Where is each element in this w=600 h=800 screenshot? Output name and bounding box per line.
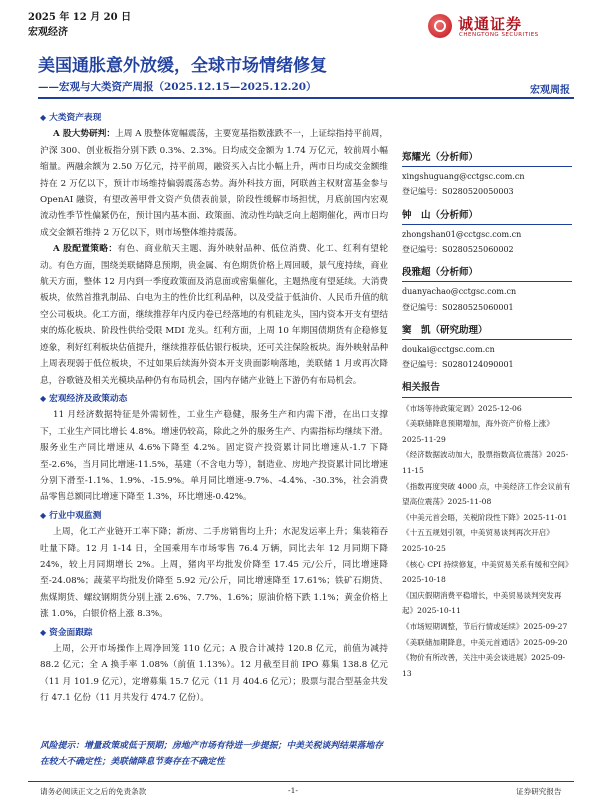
analyst-email[interactable]: xingshuguang@cctgsc.com.cn — [402, 172, 525, 182]
para-industry: 上周，化工产业链开工率下降；新房、二手房销售均上升；水泥发运率上升；集装箱吞吐量下降。12 月 1-14 日，全国乘用车市场零售 76.4 万辆，同比去年 12 月同期下降 24%，较上月同期增长 2%。上周，猪肉平均批发价降至 17.45 元/公斤，同比增速降至-24.08%；蔬菜平均批发价降至 5.92 元/公斤，同比增速降至 17.61%；铁矿石期货、焦煤期货、螺纹钢期货分别上涨 2.6%、7.7%、1.6%；原油价格下跌 1.1%；黄金价格上涨 1.0%，白银价格上涨 8.3%。 — [40, 527, 388, 620]
company-logo — [428, 10, 578, 44]
analyst-card — [402, 150, 572, 200]
related-report-link[interactable]: 《市场短期调整，节后行情或延续》2025-09-27 — [402, 621, 568, 631]
related-report-link[interactable]: 《物价有所改善，关注中美会谈进展》2025-09-13 — [402, 653, 566, 678]
diamond-bullet-icon: ◆ — [40, 112, 47, 122]
analyst-card — [402, 323, 572, 373]
related-report-link[interactable]: 《美联储降息预期增加，海外资产价格上涨》2025-11-29 — [402, 419, 554, 444]
analyst-name: 段雅超（分析师） — [402, 265, 572, 282]
footer-label: 证券研究报告 — [516, 787, 562, 796]
diamond-bullet-icon: ◆ — [40, 509, 47, 520]
analyst-card — [402, 208, 572, 258]
related-report-link[interactable]: 《经济数据波动加大，股票指数高位震荡》2025-11-15 — [402, 450, 569, 476]
related-report-link[interactable]: 《十五五规划引领，中美贸易谈判再次开启》2025-10-25 — [402, 528, 554, 553]
analyst-cert: 登记编号：S0280525060002 — [402, 245, 514, 255]
section-funds: ◆ 资金面跟踪 — [40, 626, 93, 638]
para-funds: 上周，公开市场操作上周净回笼 110 亿元；A 股合计减持 120.8 亿元，前值为减持 88.2 亿元；全 A 换手率 1.08%（前值 1.13%）。12 月截至目前 IPO 募集 138.8 亿元（11 月 101.9 亿元），定增募集 15.7 亿元（11 月 404.6 亿元）；股票与混合型基金共发行 47.1 亿份（11 月共发行 474.7 亿份）。 — [40, 644, 388, 704]
report-title: 美国通胀意外放缓，全球市场情绪修复 — [38, 56, 327, 76]
analyst-cert: 登记编号：S0280124090001 — [402, 360, 514, 370]
analyst-cert: 登记编号：S0280520050003 — [402, 187, 514, 197]
analyst-card — [402, 265, 572, 315]
logo-name-en: CHENGTONG SECURITIES — [459, 32, 539, 38]
report-type: 宏观周报 — [530, 85, 570, 96]
para-a-share: A 股大势研判：上周 A 股整体宽幅震荡，主要宽基指数涨跌不一，上证综指持平前周，沪深 300、创业板指分别下跌 0.3%、2.3%。日均成交金额为 1.74 万亿元，较前周小幅缩量。两融余额为 2.50 万亿元，持平前周，融资买入占比小幅上升，两市日均成交金额维持在 2 万亿以下，预计市场维持偏弱震荡态势。海外科技方面，阿联酋主权财富基金参与 OpenAI 融资，有望改善甲骨文资产负债表前景，阶段性缓解市场担忧，月底前国内宏观流动性季节性偏紧仍在，预计国内基本面、政策面、流动性均缺乏向上超期催化，两市日均成交金额若维持 2 万亿以下，则市场整体维持震荡。 — [40, 129, 389, 238]
section-industry: ◆ 行业中观监测 — [40, 509, 102, 521]
related-report-link[interactable]: 《国庆假期消费平稳增长，中美贸易谈判突发再起》2025-10-11 — [402, 590, 562, 616]
analyst-name: 郑耀光（分析师） — [402, 150, 572, 167]
para-sector: A 股配置策略：有色、商业航天主题、海外映射品种、低位消费、化工、红利有望轮动。有色方面，围绕美联储降息预期，贵金属、有色期货价格上周回暖，景气度持续，商业航天方面，整体 12 月内到一季度政策面及消息面或密集催化，主题热度有望延续。大消费板块，依然首推乳制品、白电为主的性价比红利品种，以及受益于低油价、人民币升值的航空公司板块。化工方面，继续推荐年内反内卷已经落地的有机硅龙头，国内资本开支有望结束的炼化板块、阶段性供给受限 MDI 龙头。红利方面，上周 10 年期国债期货有企稳修复迹象，利好红利板块估值提升，继续推荐低估银行板块，还可关注保险板块。海外映射品种上周表现弱于低位板块，不过如果后续海外资本开支贵面影响落地，美联储 1 月或再次降息，谷歌链及相关光模块品种仍有布局机会，国内存储产业链上下游仍有布局机会。 — [40, 244, 389, 386]
analyst-email[interactable]: duanyachao@cctgsc.com.cn — [402, 287, 517, 297]
analyst-email[interactable]: zhongshan01@cctgsc.com.cn — [402, 229, 522, 239]
logo-mark-icon — [428, 14, 452, 38]
related-reports-title: 相关报告 — [402, 380, 572, 397]
sidebar — [402, 150, 572, 681]
analyst-name: 钟 山（分析师） — [402, 208, 572, 225]
section-assets: ◆ 大类资产表现 — [40, 112, 102, 123]
related-report-link[interactable]: 《美联储加期降息，中美元首通话》2025-09-20 — [402, 637, 568, 647]
analyst-email[interactable]: doukai@cctgsc.com.cn — [402, 345, 495, 355]
main-content — [40, 108, 388, 707]
related-report-link[interactable]: 《市场等待政策定调》2025-12-06 — [402, 403, 522, 413]
risk-warning: 风险提示：增量政策或低于预期；房地产市场有待进一步提振；中美关税谈判结果落地存在较大不确定性；美联储降息节奏存在不确定性 — [40, 741, 384, 767]
diamond-bullet-icon: ◆ — [40, 392, 47, 403]
footer-disclaimer: 请务必阅读正文之后的免责条款 — [40, 787, 147, 796]
report-date: 2025 年 12 月 20 日 — [28, 12, 132, 23]
report-subtitle: ——宏观与大类资产周报（2025.12.15—2025.12.20） — [38, 81, 317, 93]
footer-divider — [28, 781, 574, 782]
diamond-bullet-icon: ◆ — [40, 626, 47, 637]
logo-name-cn: 诚通证券 — [458, 15, 523, 33]
analyst-cert: 登记编号：S0280525060001 — [402, 302, 514, 312]
related-report-link[interactable]: 《中美元首会晤，关税阶段性下降》2025-11-01 — [402, 512, 568, 522]
header-divider — [38, 97, 574, 99]
related-report-link[interactable]: 《核心 CPI 持续修复，中美贸易关系有缓和空间》2025-10-18 — [402, 559, 569, 585]
analyst-name: 窦 凯（研究助理） — [402, 323, 572, 340]
para-economy: 11 月经济数据特征是外需韧性，工业生产稳健，服务生产和内需下滑，在出口支撑下，工业生产同比增长 4.8%。增速仍较高，除此之外的服务生产、内需指标均继续下滑。服务业生产同比增速从 4.6%下降至 4.2%。固定资产投资累计同比增速从-1.7 下降至-2.6%，当月同比增速-11.5%，基建（不含电力等），制造业、房地产投资累计同比增速分别下滑至-1.1%、1.9%、-15.9%。单月同比增速-9.7%、-4.4%、-30.3%，社会消费品零售总额同比增速下降至 1.3%，环比增速-0.42%。 — [40, 410, 388, 503]
report-section: 宏观经济 — [28, 27, 68, 38]
related-report-link[interactable]: 《指数再度突破 4000 点，中美经济工作会议前有望高位震荡》2025-11-08 — [402, 481, 571, 507]
page-number: -1- — [288, 786, 298, 795]
section-economy: ◆ 宏观经济及政策动态 — [40, 392, 128, 404]
